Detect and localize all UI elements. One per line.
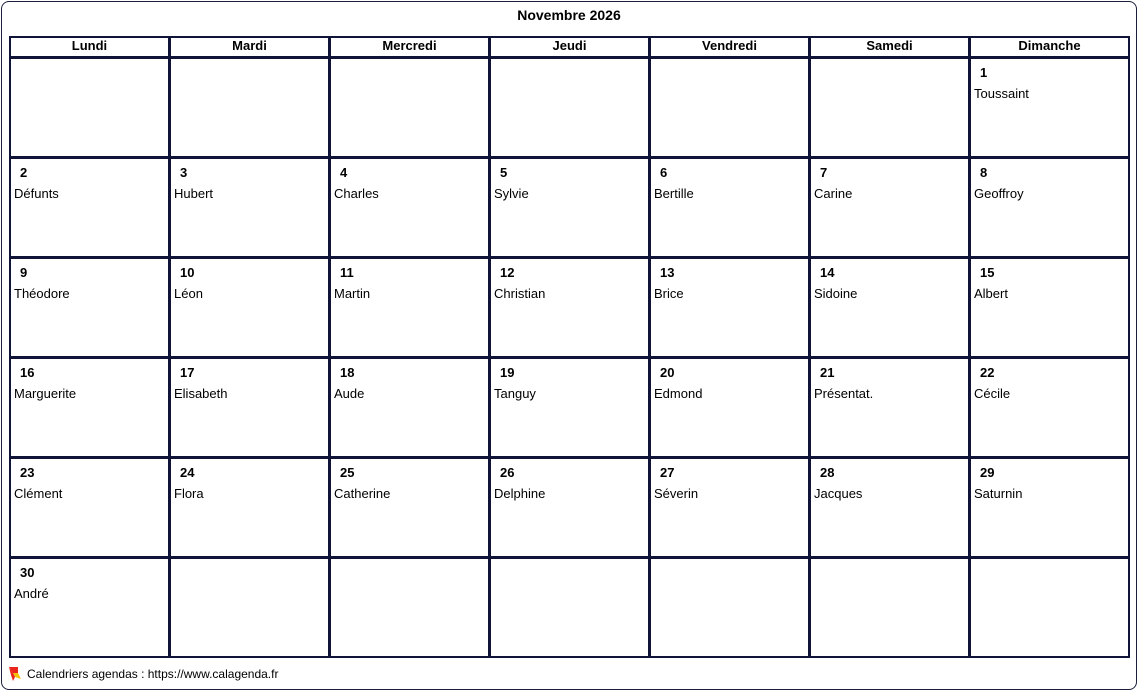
weekday-header: Lundi — [11, 38, 168, 56]
calagenda-logo-icon[interactable] — [9, 667, 21, 681]
weekday-header: Vendredi — [651, 38, 808, 56]
day-cell[interactable] — [331, 159, 488, 256]
day-number: 25 — [340, 465, 355, 480]
empty-day-cell[interactable] — [171, 59, 328, 156]
day-number: 10 — [180, 265, 195, 280]
day-cell[interactable] — [491, 459, 648, 556]
weekday-header: Mercredi — [331, 38, 488, 56]
saint-name: Albert — [974, 286, 1008, 301]
saint-name: Sidoine — [814, 286, 858, 301]
empty-day-cell[interactable] — [491, 59, 648, 156]
day-cell[interactable] — [171, 259, 328, 356]
day-number: 2 — [20, 165, 28, 180]
saint-name: Geoffroy — [974, 186, 1024, 201]
saint-name: Jacques — [814, 486, 863, 501]
empty-day-cell[interactable] — [491, 559, 648, 656]
saint-name: Elisabeth — [174, 386, 228, 401]
day-cell[interactable] — [331, 459, 488, 556]
day-number: 5 — [500, 165, 508, 180]
day-cell[interactable] — [491, 159, 648, 256]
calendar-grid — [9, 36, 1130, 658]
day-number: 16 — [20, 365, 35, 380]
day-cell[interactable] — [171, 359, 328, 456]
day-number: 22 — [980, 365, 995, 380]
saint-name: Brice — [654, 286, 684, 301]
day-cell[interactable] — [811, 359, 968, 456]
day-number: 3 — [180, 165, 188, 180]
day-number: 19 — [500, 365, 515, 380]
day-number: 27 — [660, 465, 675, 480]
day-cell[interactable] — [651, 159, 808, 256]
day-number: 4 — [340, 165, 348, 180]
saint-name: Léon — [174, 286, 203, 301]
empty-day-cell[interactable] — [811, 59, 968, 156]
day-number: 26 — [500, 465, 515, 480]
empty-day-cell[interactable] — [811, 559, 968, 656]
day-cell[interactable] — [651, 459, 808, 556]
weekday-header: Mardi — [171, 38, 328, 56]
day-cell[interactable] — [971, 59, 1128, 156]
day-number: 8 — [980, 165, 988, 180]
footer-link[interactable]: Calendriers agendas : https://www.calagenda.fr — [27, 667, 279, 681]
day-number: 23 — [20, 465, 35, 480]
day-number: 15 — [980, 265, 995, 280]
saint-name: Aude — [334, 386, 365, 401]
saint-name: Hubert — [174, 186, 214, 201]
saint-name: Clément — [14, 486, 63, 501]
saint-name: Théodore — [14, 286, 70, 301]
day-number: 18 — [340, 365, 355, 380]
day-number: 1 — [980, 65, 988, 80]
day-number: 7 — [820, 165, 828, 180]
day-cell[interactable] — [811, 259, 968, 356]
day-cell[interactable] — [971, 359, 1128, 456]
day-number: 14 — [820, 265, 835, 280]
saint-name: Bertille — [654, 186, 694, 201]
saint-name: Saturnin — [974, 486, 1023, 501]
saint-name: Séverin — [654, 486, 699, 501]
day-number: 28 — [820, 465, 835, 480]
saint-name: Catherine — [334, 486, 391, 501]
saint-name: Cécile — [974, 386, 1011, 401]
day-cell[interactable] — [491, 259, 648, 356]
saint-name: Charles — [334, 186, 379, 201]
day-number: 20 — [660, 365, 675, 380]
day-number: 17 — [180, 365, 195, 380]
day-number: 9 — [20, 265, 28, 280]
empty-day-cell[interactable] — [11, 59, 168, 156]
saint-name: Edmond — [654, 386, 703, 401]
saint-name: Sylvie — [494, 186, 529, 201]
calendar-title: Novembre 2026 — [517, 7, 621, 23]
day-cell[interactable] — [651, 359, 808, 456]
day-cell[interactable] — [11, 459, 168, 556]
footer — [9, 666, 278, 682]
saint-name: Flora — [174, 486, 204, 501]
day-number: 24 — [180, 465, 195, 480]
day-cell[interactable] — [11, 359, 168, 456]
empty-day-cell[interactable] — [331, 559, 488, 656]
day-cell[interactable] — [171, 459, 328, 556]
day-cell[interactable] — [331, 259, 488, 356]
day-cell[interactable] — [971, 259, 1128, 356]
day-number: 11 — [340, 265, 354, 280]
day-number: 29 — [980, 465, 995, 480]
day-cell[interactable] — [811, 459, 968, 556]
day-number: 6 — [660, 165, 668, 180]
empty-day-cell[interactable] — [651, 59, 808, 156]
saint-name: Martin — [334, 286, 371, 301]
day-number: 13 — [660, 265, 675, 280]
saint-name: Carine — [814, 186, 853, 201]
saint-name: Delphine — [494, 486, 546, 501]
empty-day-cell[interactable] — [651, 559, 808, 656]
empty-day-cell[interactable] — [331, 59, 488, 156]
day-number: 30 — [20, 565, 35, 580]
day-cell[interactable] — [171, 159, 328, 256]
day-cell[interactable] — [11, 259, 168, 356]
day-cell[interactable] — [491, 359, 648, 456]
empty-day-cell[interactable] — [971, 559, 1128, 656]
saint-name: Tanguy — [494, 386, 536, 401]
weekday-header: Jeudi — [491, 38, 648, 56]
day-number: 21 — [820, 365, 835, 380]
empty-day-cell[interactable] — [171, 559, 328, 656]
day-cell[interactable] — [811, 159, 968, 256]
weekday-header: Dimanche — [971, 38, 1128, 56]
saint-name: Toussaint — [974, 86, 1029, 101]
day-number: 12 — [500, 265, 515, 280]
saint-name: Défunts — [14, 186, 59, 201]
saint-name: Marguerite — [14, 386, 77, 401]
day-cell[interactable] — [651, 259, 808, 356]
saint-name: Christian — [494, 286, 546, 301]
day-cell[interactable] — [11, 559, 168, 656]
day-cell[interactable] — [971, 159, 1128, 256]
saint-name: Présentat. — [814, 386, 874, 401]
saint-name: André — [14, 586, 49, 601]
day-cell[interactable] — [971, 459, 1128, 556]
day-cell[interactable] — [11, 159, 168, 256]
weekday-header: Samedi — [811, 38, 968, 56]
day-cell[interactable] — [331, 359, 488, 456]
